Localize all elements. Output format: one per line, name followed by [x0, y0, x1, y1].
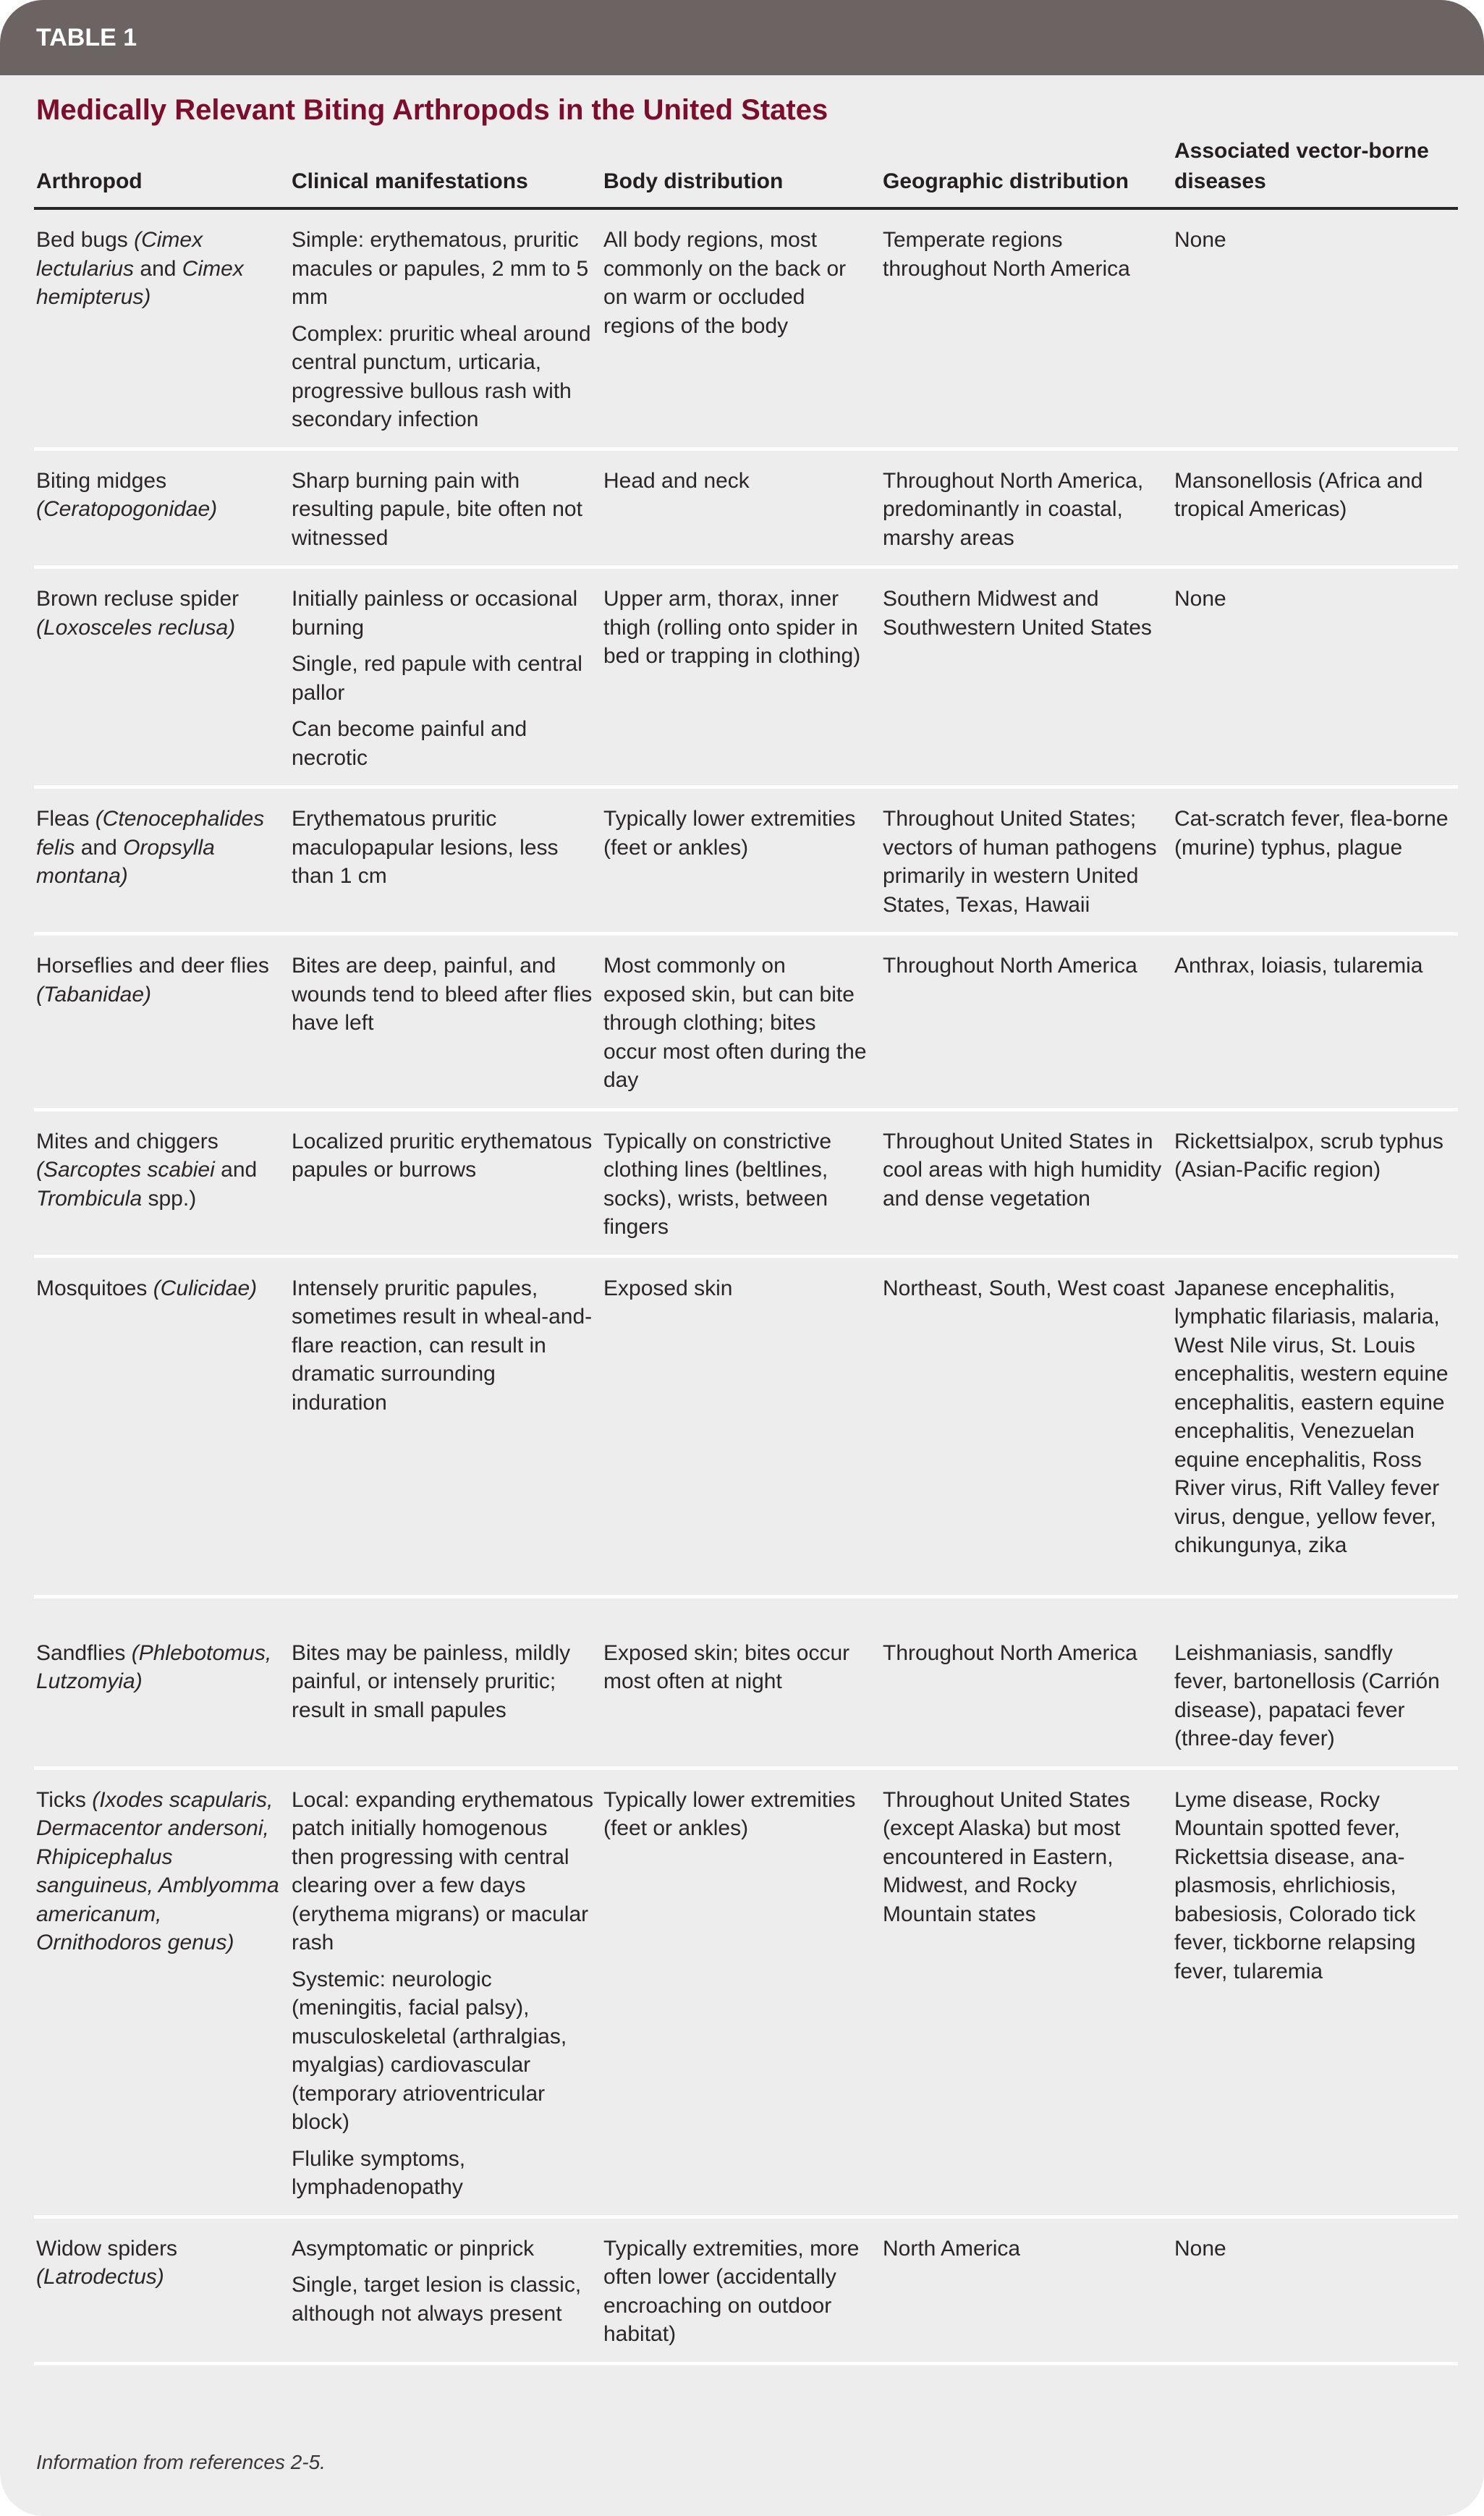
- scientific-name: Oropsylla montana): [36, 835, 215, 888]
- cell-diseases: None: [1172, 208, 1458, 449]
- table-row: [34, 208, 1458, 449]
- column-header-body: Body distribution: [601, 136, 881, 208]
- cell-geographic: Throughout United States in cool areas with high humidity and dense vegetation: [881, 1109, 1172, 1256]
- cell-body: Head and neck: [601, 449, 881, 567]
- scientific-name: (Latrodectus): [36, 2265, 164, 2289]
- cell-geographic: Northeast, South, West coast: [881, 1256, 1172, 1596]
- cell-arthropod: [34, 1596, 289, 1768]
- table-title: Medically Relevant Biting Arthropods in the United States: [36, 94, 828, 126]
- cell-clinical: [289, 2216, 601, 2363]
- cell-clinical: [289, 449, 601, 567]
- cell-body: Exposed skin: [601, 1256, 881, 1596]
- scientific-name: Cimex hemipterus): [36, 256, 244, 309]
- column-header-geographic: Geographic distribution: [881, 136, 1172, 208]
- common-name: spp.): [142, 1186, 197, 1211]
- cell-geographic: Temperate regions throughout North America: [881, 208, 1172, 449]
- cell-diseases: None: [1172, 567, 1458, 787]
- cell-geographic: Throughout North America, predominantly in coastal, marshy areas: [881, 449, 1172, 567]
- clinical-paragraph: Erythematous pruritic maculopapular lesions, less than 1 cm: [292, 807, 559, 888]
- table-row: [34, 934, 1458, 1110]
- column-header-arthropod: Arthropod: [34, 136, 289, 208]
- common-name: Fleas: [36, 807, 96, 831]
- cell-arthropod: [34, 934, 289, 1110]
- cell-body: Upper arm, thorax, inner thigh (rolling onto spider in bed or trapping in clothing): [601, 567, 881, 787]
- cell-diseases: Anthrax, loiasis, tularemia: [1172, 934, 1458, 1110]
- cell-arthropod: [34, 208, 289, 449]
- clinical-paragraph: Intensely pruritic papules, sometimes result in wheal-and-flare reaction, can result in dramatic surrounding induration: [292, 1276, 593, 1415]
- cell-body: All body regions, most commonly on the back or on warm or occluded regions of the body: [601, 208, 881, 449]
- table-row: [34, 1256, 1458, 1596]
- clinical-paragraph: Systemic: neurologic (meningitis, facial palsy), musculoskeletal (arthralgias, myalgias) cardiovascular (temporary atrioventricular block): [292, 1967, 567, 2134]
- common-name: and: [134, 256, 182, 281]
- cell-arthropod: [34, 2216, 289, 2363]
- column-header-clinical: Clinical manifestations: [289, 136, 601, 208]
- cell-diseases: Lyme disease, Rocky Mountain spotted fever, Rickettsia disease, anaplasmosis, ehrlichiosis, babesiosis, Colorado tick fever, tickborne relapsing fever, tularemia: [1172, 1768, 1458, 2216]
- cell-geographic: Throughout United States; vectors of human pathogens primarily in western United States, Texas, Hawaii: [881, 787, 1172, 934]
- table-row: [34, 1109, 1458, 1256]
- common-name: Widow spiders: [36, 2236, 178, 2261]
- cell-arthropod: [34, 1109, 289, 1256]
- cell-arthropod: [34, 787, 289, 934]
- cell-arthropod: [34, 1768, 289, 2216]
- table-header-bar: [0, 0, 1484, 75]
- table-header-row: [34, 136, 1458, 208]
- cell-clinical: [289, 208, 601, 449]
- cell-body: Typically lower extremities (feet or ankles): [601, 1768, 881, 2216]
- cell-geographic: Southern Midwest and Southwestern United States: [881, 567, 1172, 787]
- common-name: Ticks: [36, 1787, 93, 1812]
- clinical-paragraph: Bites may be painless, mildly painful, or intensely pruritic; result in small papules: [292, 1640, 571, 1722]
- clinical-paragraph: Local: expanding erythematous patch initially homogenous then progressing with central clearing over a few days (erythema migrans) or macular rash: [292, 1787, 593, 1954]
- cell-clinical: [289, 1596, 601, 1768]
- clinical-paragraph: Single, target lesion is classic, although not always present: [292, 2273, 582, 2326]
- table-row: [34, 567, 1458, 787]
- cell-diseases: Japanese encephalitis, lymphatic filariasis, malaria, West Nile virus, St. Louis encephalitis, western equine encephalitis, eastern equine encephalitis, Venezuelan equine encephalitis, Ross River virus, Rift Valley fever virus, dengue, yellow fever, chikungunya, zika: [1172, 1256, 1458, 1596]
- cell-geographic: Throughout United States (except Alaska) but most encountered in Eastern, Midwest, and Rocky Mountain states: [881, 1768, 1172, 2216]
- cell-geographic: Throughout North America: [881, 1596, 1172, 1768]
- clinical-paragraph: Initially painless or occasional burning: [292, 587, 578, 640]
- table-row: [34, 2216, 1458, 2363]
- clinical-paragraph: Single, red papule with central pallor: [292, 652, 582, 705]
- cell-clinical: [289, 567, 601, 787]
- cell-arthropod: [34, 1256, 289, 1596]
- table-row: [34, 1768, 1458, 2216]
- common-name: Bed bugs: [36, 228, 135, 252]
- scientific-name: (Sarcoptes scabiei: [36, 1158, 215, 1182]
- cell-diseases: None: [1172, 2216, 1458, 2363]
- cell-clinical: [289, 934, 601, 1110]
- table-row: [34, 1596, 1458, 1768]
- clinical-paragraph: Flulike symptoms, lymphadenopathy: [292, 2146, 466, 2199]
- cell-clinical: [289, 787, 601, 934]
- scientific-name: (Loxosceles reclusa): [36, 615, 236, 640]
- cell-arthropod: [34, 449, 289, 567]
- column-header-diseases: Associated vector-borne diseases: [1172, 136, 1458, 208]
- cell-diseases: Cat-scratch fever, flea-borne (murine) typhus, plague: [1172, 787, 1458, 934]
- common-name: Sandflies: [36, 1640, 132, 1665]
- cell-diseases: Mansonellosis (Africa and tropical Americas): [1172, 449, 1458, 567]
- cell-diseases: Leishmaniasis, sandfly fever, bartonellosis (Carrión disease), papataci fever (three-day fever): [1172, 1596, 1458, 1768]
- clinical-paragraph: Sharp burning pain with resulting papule, bite often not witnessed: [292, 468, 582, 550]
- common-name: and: [214, 1158, 258, 1182]
- cell-diseases: Rickettsialpox, scrub typhus (Asian-Pacific region): [1172, 1109, 1458, 1256]
- table-row: [34, 787, 1458, 934]
- scientific-name: (Tabanidae): [36, 982, 152, 1007]
- common-name: Biting midges: [36, 468, 167, 493]
- scientific-name: (Cimex lectularius: [36, 228, 203, 281]
- cell-clinical: [289, 1256, 601, 1596]
- clinical-paragraph: Asymptomatic or pinprick: [292, 2236, 535, 2261]
- clinical-paragraph: Simple: erythematous, pruritic macules or papules, 2 mm to 5 mm: [292, 228, 589, 309]
- cell-body: Most commonly on exposed skin, but can bite through clothing; bites occur most often during the day: [601, 934, 881, 1110]
- scientific-name: (Ctenocephalides felis: [36, 807, 265, 860]
- common-name: Mosquitoes: [36, 1276, 153, 1300]
- scientific-name: (Culicidae): [153, 1276, 258, 1300]
- common-name: Horseflies and deer flies: [36, 954, 269, 978]
- table-body: [34, 208, 1458, 2363]
- cell-body: Typically lower extremities (feet or ankles): [601, 787, 881, 934]
- common-name: and: [75, 835, 124, 860]
- cell-body: Typically on constrictive clothing lines (beltlines, socks), wrists, between fingers: [601, 1109, 881, 1256]
- scientific-name: Trombicula: [36, 1186, 143, 1211]
- clinical-paragraph: Can become painful and necrotic: [292, 717, 527, 770]
- cell-arthropod: [34, 567, 289, 787]
- scientific-name: (Phlebotomus, Lutzomyia): [36, 1640, 272, 1693]
- table-row: [34, 449, 1458, 567]
- clinical-paragraph: Localized pruritic erythematous papules or burrows: [292, 1129, 593, 1182]
- scientific-name: (Ixodes scapularis, Dermacentor andersoni, Rhipicephalus sanguineus, Amblyomma americanum, Ornithodoros genus): [36, 1787, 279, 1954]
- footnote: Information from references 2-5.: [36, 2451, 326, 2473]
- cell-geographic: North America: [881, 2216, 1172, 2363]
- common-name: Brown recluse spider: [36, 587, 239, 611]
- cell-body: Exposed skin; bites occur most often at night: [601, 1596, 881, 1768]
- cell-clinical: [289, 1768, 601, 2216]
- scientific-name: (Ceratopogonidae): [36, 497, 218, 521]
- table-label: TABLE 1: [36, 23, 137, 51]
- cell-geographic: Throughout North America: [881, 934, 1172, 1110]
- common-name: Mites and chiggers: [36, 1129, 219, 1153]
- cell-body: Typically extremities, more often lower (accidentally encroaching on outdoor habitat): [601, 2216, 881, 2363]
- arthropod-table: [34, 136, 1458, 2365]
- clinical-paragraph: Complex: pruritic wheal around central punctum, urticaria, progressive bullous rash with secondary infection: [292, 321, 591, 431]
- cell-clinical: [289, 1109, 601, 1256]
- clinical-paragraph: Bites are deep, painful, and wounds tend to bleed after flies have left: [292, 954, 593, 1035]
